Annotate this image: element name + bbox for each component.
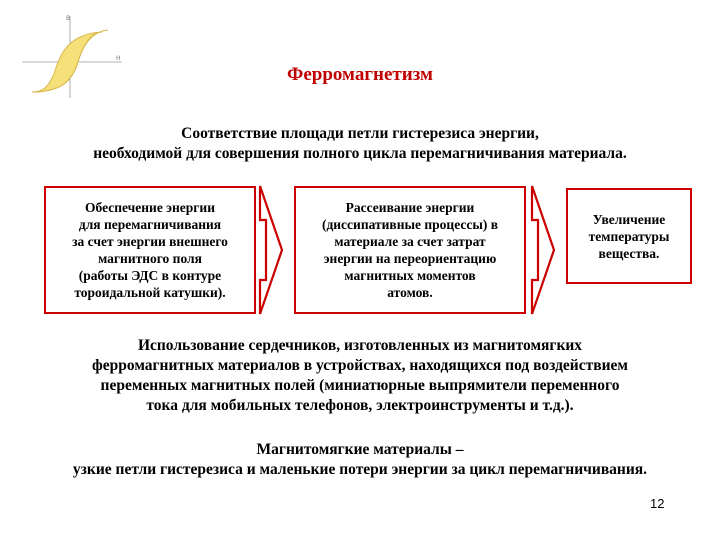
subtitle-line: необходимой для совершения полного цикла перемагничивания материала. [93, 145, 627, 162]
paragraph-line: тока для мобильных телефонов, электроинструменты и т.д.). [146, 397, 574, 414]
box-line: Обеспечение энергии [85, 200, 215, 215]
hysteresis-loop-graph [20, 8, 132, 100]
box-line: энергии на переориентацию [323, 251, 497, 266]
chevron-arrow-right-icon [258, 180, 284, 320]
energy-dissipation-box [294, 186, 526, 314]
box-line: тороидальной катушки). [74, 285, 226, 300]
box-line: (работы ЭДС в контуре [78, 268, 222, 283]
subtitle-line: Соответствие площади петли гистерезиса энергии, [181, 125, 539, 142]
conclusion [10, 440, 710, 480]
box-line: магнитных моментов [344, 268, 476, 283]
b-axis-label: B [66, 15, 71, 22]
box-line: для перемагничивания [78, 217, 222, 232]
subtitle [20, 124, 700, 164]
box-line: материале за счет затрат [334, 234, 486, 249]
box-line: за счет энергии внешнего [72, 234, 228, 249]
box-line: Рассеивание энергии [345, 200, 475, 215]
energy-supply-box [44, 186, 256, 314]
box-line: магнитного поля [98, 251, 202, 266]
box-line: атомов. [387, 285, 433, 300]
paragraph-line: Использование сердечников, изготовленных из магнитомягких [137, 337, 583, 354]
temperature-increase-box [566, 188, 692, 284]
box-line: вещества. [598, 245, 660, 261]
slide-title: Ферромагнетизм [287, 64, 433, 85]
conclusion-line: Магнитомягкие материалы – [256, 441, 464, 458]
box-line: температуры [588, 228, 670, 244]
h-axis-label: H [116, 55, 121, 62]
box-line: Увеличение [592, 211, 666, 227]
page-number: 12 [650, 496, 665, 511]
usage-paragraph [40, 336, 680, 416]
box-line: (диссипативные процессы) в [321, 217, 499, 232]
conclusion-line: узкие петли гистерезиса и маленькие потери энергии за цикл перемагничивания. [72, 461, 648, 478]
chevron-arrow-right-icon [530, 180, 556, 320]
paragraph-line: ферромагнитных материалов в устройствах, находящихся под воздействием [92, 357, 628, 374]
paragraph-line: переменных магнитных полей (миниатюрные выпрямители переменного [100, 377, 620, 394]
